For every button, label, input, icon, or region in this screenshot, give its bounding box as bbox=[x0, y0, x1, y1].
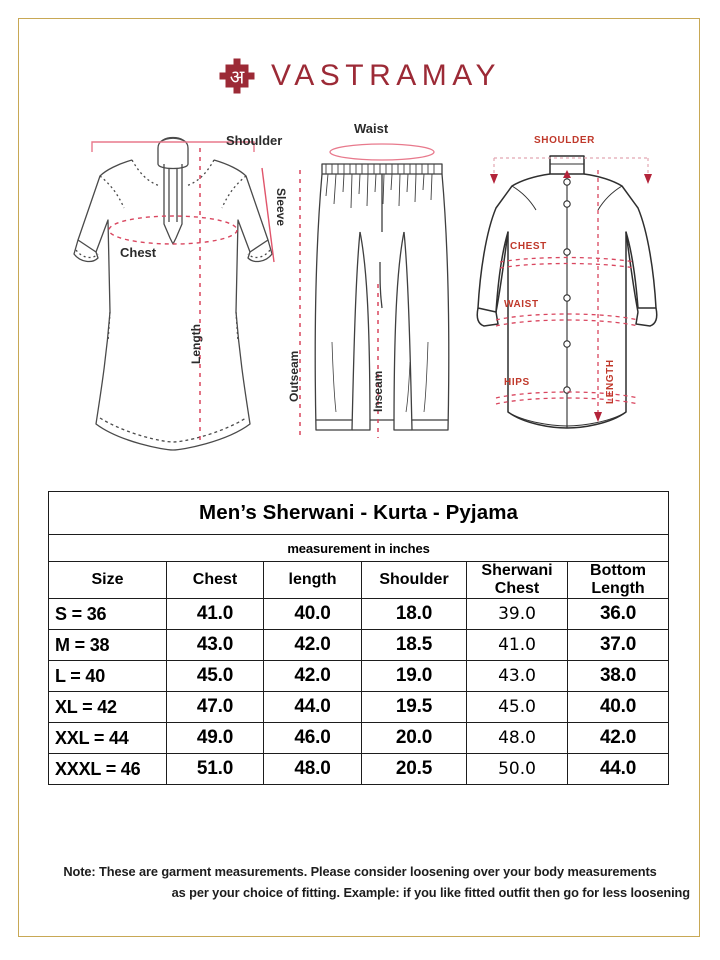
table-row bbox=[49, 599, 669, 630]
sherwani-length-label: LENGTH bbox=[605, 359, 616, 404]
brand-logo bbox=[0, 46, 720, 106]
pyjama-waist-label: Waist bbox=[354, 121, 389, 136]
cell-length: 48.0 bbox=[264, 754, 362, 785]
cell-shoulder: 19.0 bbox=[362, 661, 467, 692]
cell-size: L = 40 bbox=[49, 661, 167, 692]
cell-shoulder: 20.0 bbox=[362, 723, 467, 754]
column-header-bottom-length-line2: Length bbox=[591, 580, 645, 597]
garment-diagrams bbox=[20, 112, 700, 472]
note-line-2: as per your choice of fitting. Example: if you like fitted outfit then go for less loosening bbox=[171, 884, 690, 900]
cell-chest: 51.0 bbox=[167, 754, 264, 785]
cell-chest: 47.0 bbox=[167, 692, 264, 723]
svg-text:अ: अ bbox=[229, 66, 245, 89]
cell-sherwani-chest: 39.0 bbox=[467, 599, 568, 630]
table-title: Men’s Sherwani - Kurta - Pyjama bbox=[49, 492, 669, 535]
sherwani-chest-label: CHEST bbox=[510, 241, 547, 252]
column-header-sherwani-chest-line1: Sherwani bbox=[481, 562, 553, 579]
cell-length: 46.0 bbox=[264, 723, 362, 754]
cell-sherwani-chest: 48.0 bbox=[467, 723, 568, 754]
column-header-chest: Chest bbox=[167, 562, 264, 599]
cell-chest: 41.0 bbox=[167, 599, 264, 630]
vastramay-mark-icon bbox=[219, 58, 255, 94]
column-header-sherwani-chest bbox=[467, 562, 568, 599]
table-subtitle: measurement in inches bbox=[49, 535, 669, 562]
sherwani-diagram bbox=[452, 112, 682, 472]
note-text bbox=[30, 862, 690, 903]
kurta-outseam-label: Outseam bbox=[287, 350, 301, 402]
cell-length: 44.0 bbox=[264, 692, 362, 723]
cell-size: XXXL = 46 bbox=[49, 754, 167, 785]
cell-size: M = 38 bbox=[49, 630, 167, 661]
cell-bottom-length: 44.0 bbox=[568, 754, 669, 785]
column-header-length: length bbox=[264, 562, 362, 599]
cell-bottom-length: 36.0 bbox=[568, 599, 669, 630]
table-title-row bbox=[49, 492, 669, 535]
size-table bbox=[48, 491, 669, 785]
sherwani-shoulder-label: SHOULDER bbox=[534, 135, 595, 146]
column-header-sherwani-chest-line2: Chest bbox=[494, 580, 540, 597]
table-subtitle-row bbox=[49, 535, 669, 562]
table-header-row bbox=[49, 562, 669, 599]
cell-sherwani-chest: 50.0 bbox=[467, 754, 568, 785]
cell-size: XXL = 44 bbox=[49, 723, 167, 754]
table-row bbox=[49, 723, 669, 754]
column-header-size: Size bbox=[49, 562, 167, 599]
cell-chest: 45.0 bbox=[167, 661, 264, 692]
column-header-bottom-length bbox=[568, 562, 669, 599]
cell-size: S = 36 bbox=[49, 599, 167, 630]
cell-bottom-length: 42.0 bbox=[568, 723, 669, 754]
cell-sherwani-chest: 43.0 bbox=[467, 661, 568, 692]
cell-bottom-length: 40.0 bbox=[568, 692, 669, 723]
cell-shoulder: 18.0 bbox=[362, 599, 467, 630]
cell-length: 42.0 bbox=[264, 661, 362, 692]
kurta-shoulder-label: Shoulder bbox=[226, 133, 283, 148]
cell-bottom-length: 38.0 bbox=[568, 661, 669, 692]
kurta-diagram bbox=[48, 112, 301, 472]
table-row bbox=[49, 661, 669, 692]
cell-shoulder: 20.5 bbox=[362, 754, 467, 785]
sherwani-hips-label: HIPS bbox=[504, 377, 530, 388]
sherwani-waist-label: WAIST bbox=[504, 299, 539, 310]
cell-size: XL = 42 bbox=[49, 692, 167, 723]
brand-name: VASTRAMAY bbox=[270, 59, 502, 92]
table-row bbox=[49, 630, 669, 661]
cell-chest: 49.0 bbox=[167, 723, 264, 754]
cell-chest: 43.0 bbox=[167, 630, 264, 661]
cell-length: 42.0 bbox=[264, 630, 362, 661]
note-line-1: Note: These are garment measurements. Please consider loosening over your body measurements bbox=[63, 864, 657, 879]
table-row bbox=[49, 692, 669, 723]
kurta-length-label: Length bbox=[189, 324, 203, 364]
column-header-bottom-length-line1: Bottom bbox=[590, 562, 647, 579]
kurta-chest-label: Chest bbox=[120, 245, 157, 260]
cell-length: 40.0 bbox=[264, 599, 362, 630]
cell-sherwani-chest: 45.0 bbox=[467, 692, 568, 723]
cell-shoulder: 19.5 bbox=[362, 692, 467, 723]
size-table-container bbox=[48, 491, 668, 785]
kurta-sleeve-label: Sleeve bbox=[274, 188, 288, 227]
cell-sherwani-chest: 41.0 bbox=[467, 630, 568, 661]
table-row bbox=[49, 754, 669, 785]
pyjama-diagram bbox=[292, 112, 472, 472]
cell-shoulder: 18.5 bbox=[362, 630, 467, 661]
column-header-shoulder: Shoulder bbox=[362, 562, 467, 599]
cell-bottom-length: 37.0 bbox=[568, 630, 669, 661]
pyjama-inseam-label: Inseam bbox=[371, 370, 385, 412]
